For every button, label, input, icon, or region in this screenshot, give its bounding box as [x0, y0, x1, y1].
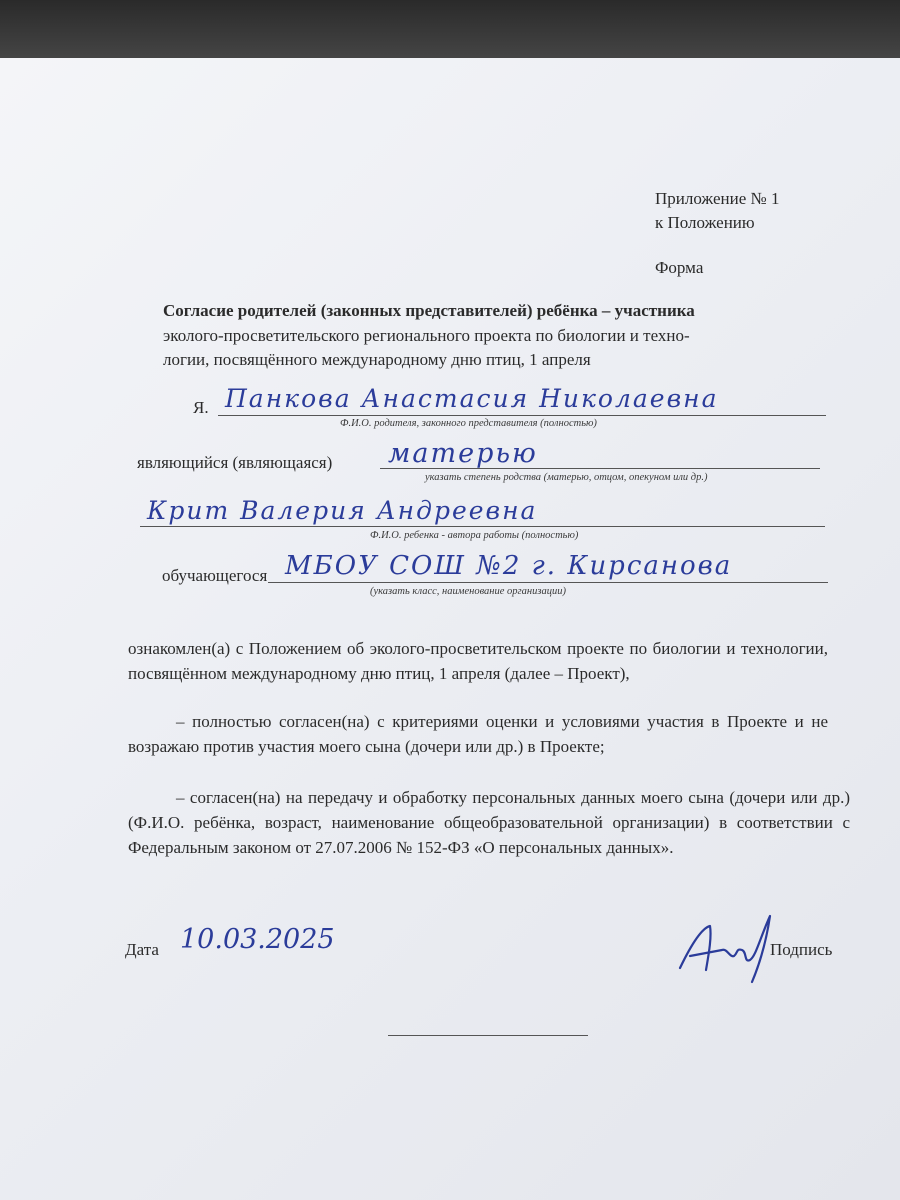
relation-field-prefix: являющийся (являющаяся)	[137, 453, 333, 472]
child-name-handwritten: Крит Валерия Андреевна	[147, 496, 538, 525]
document-title-line-2: эколого-просветительского регионального проекта по биологии и техно-	[163, 326, 690, 345]
appendix-number: Приложение № 1	[655, 189, 780, 208]
document-title-line-3: логии, посвящённого международному дню птиц, 1 апреля	[163, 350, 591, 369]
relation-field-caption: указать степень родства (матерью, отцом, опекуном или др.)	[425, 472, 708, 483]
parent-field-caption: Ф.И.О. родителя, законного представителя (полностью)	[340, 418, 597, 429]
document-title: Согласие родителей (законных представителей) ребёнка – участника	[163, 301, 695, 320]
parent-field-prefix: Я.	[193, 398, 209, 417]
school-field-underline	[268, 582, 828, 583]
appendix-reference: к Положению	[655, 213, 755, 232]
school-field-caption: (указать класс, наименование организации)	[370, 586, 566, 597]
date-handwritten: 10.03.2025	[180, 924, 335, 955]
personal-data-paragraph: – согласен(на) на передачу и обработку персональных данных моего сына (дочери или др.) (Ф.И.О. ребёнка, возраст, наименование общеобразовательной организации) в соответствии с Федеральным законом от 27.07.2006 № 152-ФЗ «О персональных данных».	[128, 788, 850, 857]
handwritten-signature-icon	[672, 908, 782, 988]
form-label: Форма	[655, 258, 704, 277]
parent-name-handwritten: Панкова Анастасия Николаевна	[225, 384, 719, 413]
consent-form-page	[0, 58, 900, 1200]
relation-handwritten: матерью	[388, 438, 538, 469]
parent-field-underline	[218, 415, 826, 416]
signature-label: Подпись	[770, 940, 833, 959]
bottom-rule	[388, 1035, 588, 1036]
school-handwritten: МБОУ СОШ №2 г. Кирсанова	[285, 551, 733, 581]
date-label: Дата	[125, 940, 159, 959]
child-field-caption: Ф.И.О. ребенка - автора работы (полностью)	[370, 530, 579, 541]
school-field-prefix: обучающегося	[162, 566, 268, 585]
acknowledgement-paragraph: ознакомлен(а) с Положением об эколого-просветительском проекте по биологии и технологии, посвящённом международному дню птиц, 1 апреля (далее – Проект),	[128, 639, 828, 683]
child-field-underline	[140, 526, 825, 527]
agreement-paragraph: – полностью согласен(на) с критериями оценки и условиями участия в Проекте и не возражаю против участия моего сына (дочери или др.) в Проекте;	[128, 712, 828, 756]
